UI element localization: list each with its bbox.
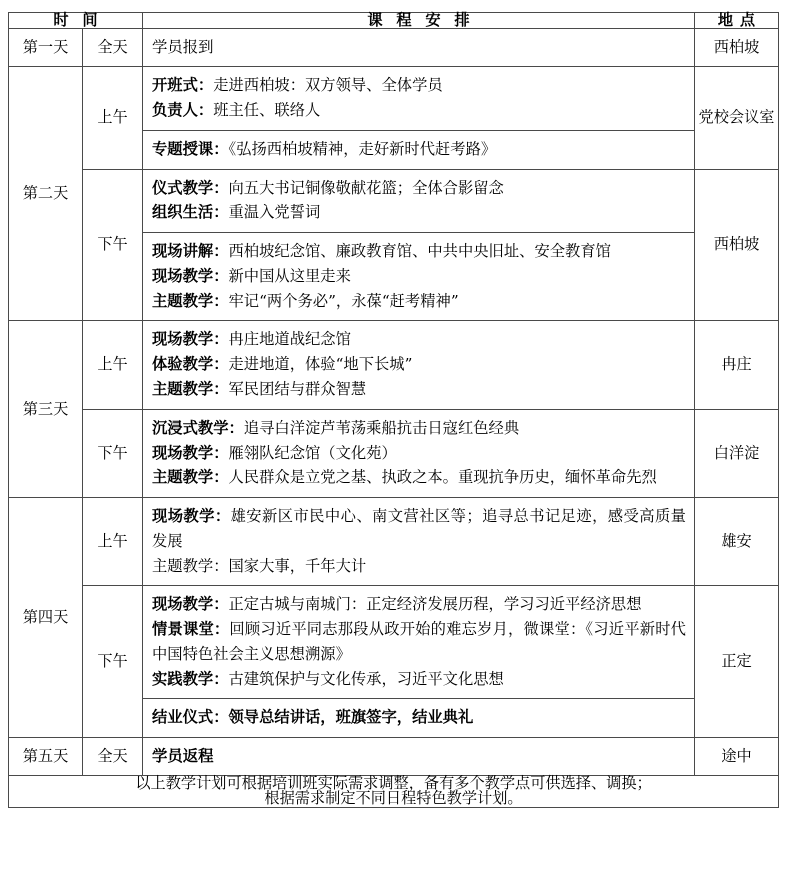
content-line-text: 雄安新区市民中心、南文营社区等；追寻总书记足迹，感受高质量发展 [152,507,686,550]
day-label-day1: 第一天 [9,29,83,67]
footer-note-line1: 以上教学计划可根据培训班实际需求调整，备有多个教学点可供选择、调换； [135,774,652,793]
content-line [152,416,686,441]
content-line-text: 古建筑保护与文化传承，习近平文化思想 [228,669,504,688]
content-line-text: 人民群众是立党之基、执政之本。重现抗争历史，缅怀革命先烈 [228,468,657,487]
place-day4-morning: 雄安 [695,498,779,586]
period-label-day1: 全天 [83,29,143,67]
day-label-day2: 第二天 [9,67,83,321]
content-line [152,554,686,579]
content-line-text: 重温入党誓词 [228,203,321,222]
place-day1: 西柏坡 [695,29,779,67]
day-label-day4: 第四天 [9,498,83,738]
period-label-day4-afternoon: 下午 [83,586,143,738]
content-line-label: 情景课堂： [152,620,230,639]
content-line [152,352,686,377]
content-line-label: 组织生活： [152,203,229,222]
content-day5 [143,738,695,776]
table-row-day3-afternoon [9,409,779,497]
table-row-day1 [9,29,779,67]
content-line-label: 主题教学： [152,291,229,310]
header-time: 时 间 [9,13,143,29]
content-group [143,586,694,699]
content-line-text: 雁翎队纪念馆（文化苑） [228,443,397,462]
header-course: 课 程 安 排 [143,13,695,29]
content-text-day5: 学员返程 [152,747,214,766]
day-label-day3: 第三天 [9,321,83,498]
content-line [152,98,686,123]
content-line-label: 现场讲解： [152,242,229,261]
content-line-text: 回顾习近平同志那段从政开始的难忘岁月，微课堂：《习近平新时代中国特色社会主义思想溯源》 [152,620,686,663]
content-line-label: 主题教学： [152,556,229,575]
content-line-label: 主题教学： [152,468,229,487]
training-schedule-table [8,12,779,808]
content-line-label: 现场教学： [152,330,229,349]
content-line-label: 现场教学： [152,443,229,462]
table-row-day3-morning [9,321,779,409]
table-row-day2-afternoon [9,169,779,321]
place-day2-afternoon: 西柏坡 [695,169,779,321]
content-line [152,200,686,225]
table-row-day5 [9,738,779,776]
content-line-label: 现场教学： [152,595,229,614]
content-line [152,377,686,402]
content-day3-morning [143,321,695,409]
content-line-text: 《弘扬西柏坡精神，走好新时代赶考路》 [228,139,497,158]
place-day2-morning: 党校会议室 [695,67,779,169]
content-line-text: 走进西柏坡：双方领导、全体学员 [213,76,443,95]
content-line-label: 负责人： [152,101,214,120]
content-day1 [143,29,695,67]
period-label-day3-afternoon: 下午 [83,409,143,497]
content-line-text: 追寻白洋淀芦苇荡乘船抗击日寇红色经典 [243,418,520,437]
content-line [152,705,686,730]
content-line-label: 沉浸式教学： [152,418,244,437]
table-row-day2-morning [9,67,779,169]
period-label-day2-morning: 上午 [83,67,143,169]
content-line [152,73,686,98]
content-line-label: 体验教学： [152,355,229,374]
content-group [143,131,694,169]
content-line [152,239,686,264]
place-day4-afternoon: 正定 [695,586,779,738]
content-line [152,465,686,490]
content-line-text: 正定古城与南城门：正定经济发展历程，学习习近平经济思想 [228,595,642,614]
place-day3-morning: 冉庄 [695,321,779,409]
content-line-label: 仪式教学： [152,178,229,197]
header-place: 地 点 [695,13,779,29]
content-day3-afternoon [143,409,695,497]
place-day3-afternoon: 白洋淀 [695,409,779,497]
content-line-label: 实践教学： [152,669,229,688]
content-line [152,327,686,352]
content-line-label: 专题授课： [152,139,229,158]
content-line [152,137,686,162]
content-line [152,667,686,692]
content-day4-afternoon [143,586,695,738]
content-line-text: 西柏坡纪念馆、廉政教育馆、中共中央旧址、安全教育馆 [228,242,611,261]
period-label-day4-morning: 上午 [83,498,143,586]
content-line-label: 开班式： [152,76,214,95]
content-line-text: 走进地道，体验“地下长城” [228,355,413,374]
place-day5: 途中 [695,738,779,776]
content-line-text: 冉庄地道战纪念馆 [228,330,351,349]
content-line [152,176,686,201]
day-label-day5: 第五天 [9,738,83,776]
table-row-day4-afternoon [9,586,779,738]
content-line-text: 新中国从这里走来 [228,266,351,285]
content-line [152,264,686,289]
content-line [152,504,686,554]
content-line-text: 牢记“两个务必”，永葆“赶考精神” [228,291,459,310]
content-group [143,321,694,408]
content-text-day1: 学员报到 [152,38,214,57]
content-line-text: 班主任、联络人 [213,101,321,120]
content-line [152,617,686,667]
content-group [143,410,694,497]
period-label-day5: 全天 [83,738,143,776]
content-line-text: 军民团结与群众智慧 [228,379,367,398]
content-line-text: 国家大事，千年大计 [228,556,367,575]
content-day2-afternoon [143,169,695,321]
footer-note-line2: 根据需求制定不同日程特色教学计划。 [264,789,523,808]
content-line-text: 领导总结讲话，班旗签字，结业典礼 [228,708,474,727]
table-row-footer-note [9,776,779,807]
content-line-label: 主题教学： [152,379,229,398]
content-group [143,233,694,320]
content-group [143,170,694,234]
content-group [143,699,694,737]
content-day4-morning [143,498,695,586]
content-line [152,592,686,617]
content-group [143,498,694,585]
period-label-day3-morning: 上午 [83,321,143,409]
content-line-label: 结业仪式： [152,708,229,727]
content-line-label: 现场教学： [152,507,231,526]
content-line-text: 向五大书记铜像敬献花篮；全体合影留念 [228,178,504,197]
period-label-day2-afternoon: 下午 [83,169,143,321]
content-line [152,289,686,314]
content-line-label: 现场教学： [152,266,229,285]
content-group [143,67,694,131]
content-day2-morning [143,67,695,169]
footer-note [9,776,779,807]
table-header-row [9,13,779,29]
content-line [152,441,686,466]
table-row-day4-morning [9,498,779,586]
